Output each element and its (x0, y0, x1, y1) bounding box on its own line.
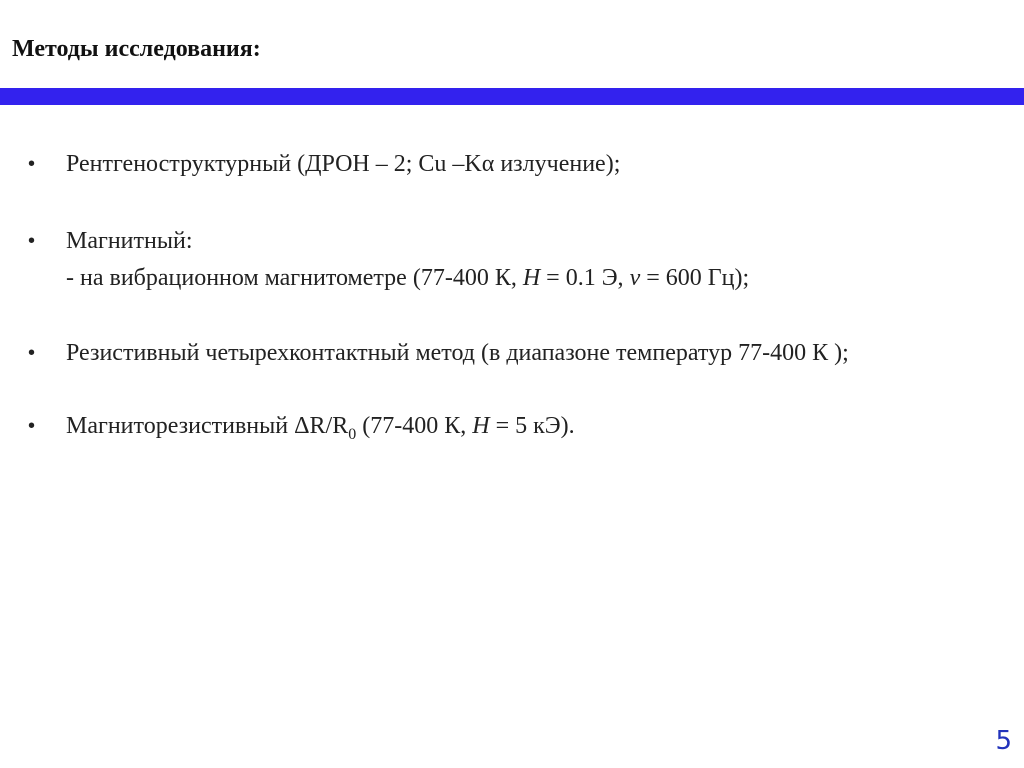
bullet-marker: • (28, 415, 36, 437)
bullet-marker: • (28, 153, 36, 175)
frequency-variable-nu: ν (629, 265, 641, 291)
r-subscript: 0 (348, 425, 357, 443)
page-number: 5 (995, 726, 1012, 756)
magnetoresistive-suffix: = 5 кЭ). (489, 413, 575, 439)
slide-title: Методы исследования: (12, 36, 261, 62)
subline-suffix: = 600 Гц); (640, 265, 750, 291)
subline-prefix: - на вибрационном магнитометре (77-400 К, (66, 265, 523, 291)
subline-mid: = 0.1 Э, (540, 265, 630, 291)
bullet-marker: • (28, 342, 36, 364)
bullet-text-magnetoresistive (66, 408, 575, 453)
bullet-text-magnetic: Магнитный: (66, 228, 193, 254)
magnetoresistive-prefix: Магниторезистивный ΔR/R (66, 413, 349, 439)
bullet-marker: • (28, 230, 36, 252)
bullet-text-xray: Рентгеноструктурный (ДРОН – 2; Cu –Kα излучение); (66, 151, 621, 177)
bullet-subline-vibration-magnetometer (66, 260, 749, 297)
magnetoresistive-mid: (77-400 К, (356, 413, 473, 439)
field-variable-h: H (522, 265, 541, 291)
bullet-text-resistive: Резистивный четырехконтактный метод (в диапазоне температур 77-400 К ); (66, 340, 849, 366)
field-variable-h: H (472, 413, 490, 439)
